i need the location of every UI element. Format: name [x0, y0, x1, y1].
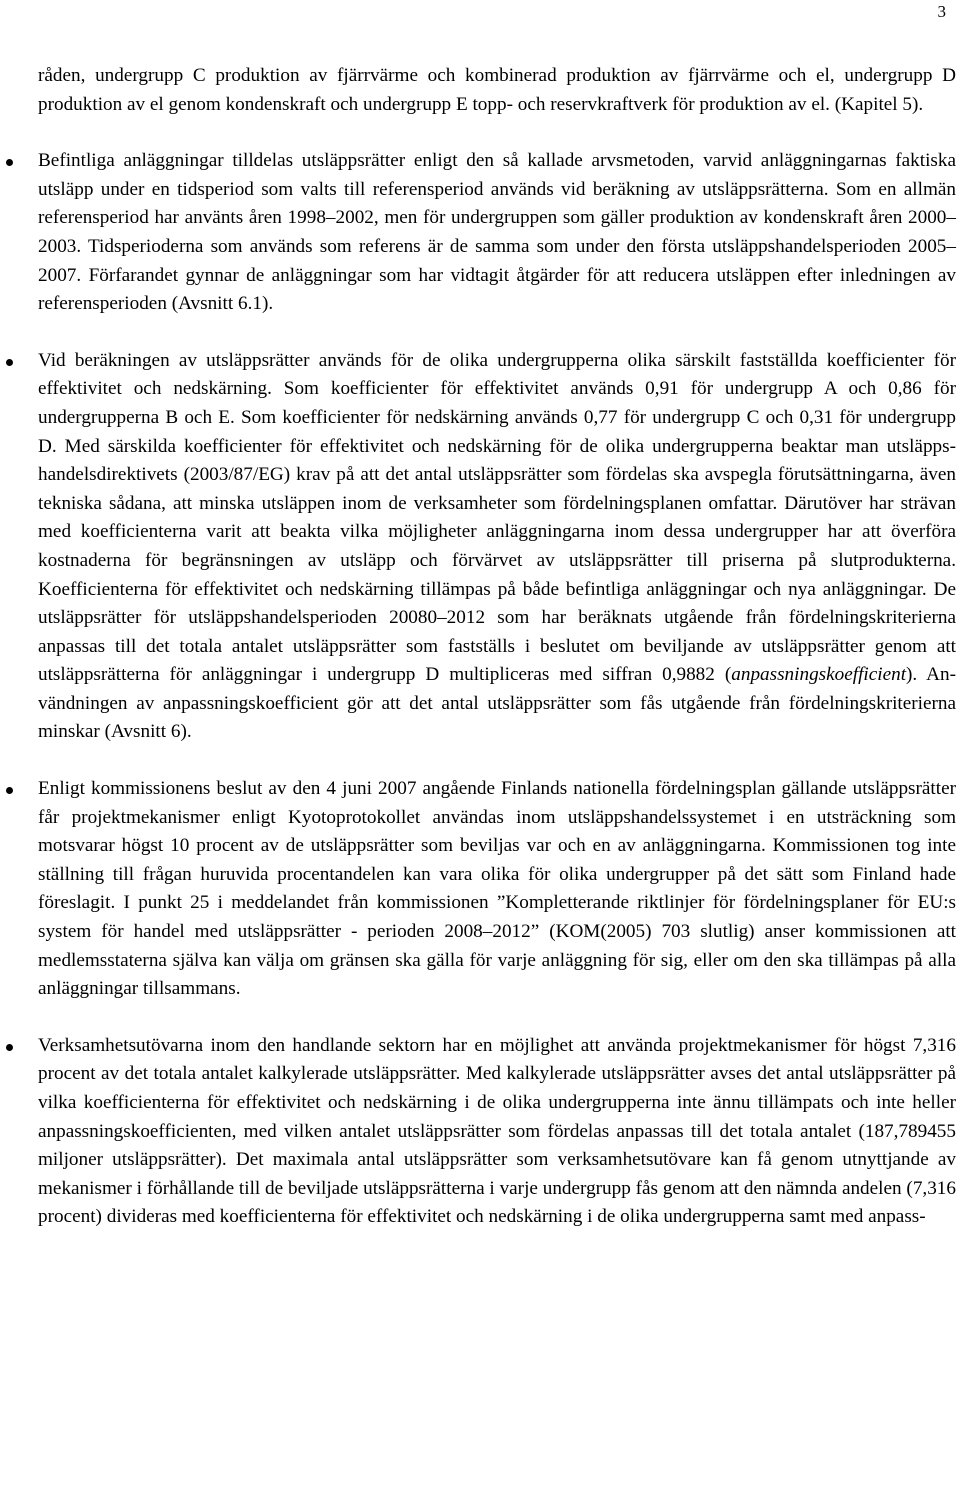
bullet-icon	[6, 359, 13, 366]
bullet-item-coefficients	[38, 347, 956, 747]
bullet-text: Befintliga anläggningar tilldelas utsläppsrätter enligt den så kallade arvsmetoden, varvid anläggningarnas faktiska utsläpp under en tidsperiod som valts till referensperiod används vid beräkning av utsläppsrätterna. Som en allmän referensperiod har använts åren 1998–2002, men för undergruppen som gäller produktion av kondenskraft åren 2000–2003. Tidsperioderna som används som referens är de samma som under den första utsläppshandelsperioden 2005–2007. Förfarandet gynnar de anläggningar som har vidtagit åtgärder för att reducera utsläppen efter inledningen av referensperioden (Avsnitt 6.1).	[38, 150, 956, 315]
document-body	[38, 62, 956, 1232]
bullet-text	[38, 347, 956, 747]
bullet-icon	[6, 159, 13, 166]
bullet-item-allocation-method	[38, 147, 956, 319]
emphasized-term: anpassningskoefficient	[731, 664, 907, 686]
bullet-item-commission-decision	[38, 775, 956, 1004]
intro-paragraph: råden, undergrupp C produktion av fjärrvärme och kombinerad produktion av fjärrvärme och el, undergrupp D produktion av el genom kondenskraft och undergrupp E topp- och reservkraftverk för produktion av el. (Kapitel 5).	[38, 65, 956, 115]
bullet-text: Enligt kommissionens beslut av den 4 juni 2007 angående Finlands nationella fördelningsplan gällande utsläppsrätter får projektmekanismer enligt Kyotoprotokollet användas inom utsläppshandelssystemet i en utsträckning som motsvarar högst 10 procent av de utsläppsrätter som beviljas var och en av anläggningarna. Kommissionen tog inte ställning till frågan huruvida procentandelen kan vara olika för olika undergrupper på det sätt som Finland hade föreslagit. I punkt 25 i meddelandet från kommissionen ”Kompletterande riktlinjer för fördelningsplaner för EU:s system för handel med utsläppsrätter - perioden 2008–2012” (KOM(2005) 703 slutlig) anser kommissionen att medlemsstaterna själva kan välja om gränsen ska gälla för varje anläggning för sig, eller om den ska tillämpas på alla anläggningar tillsammans.	[38, 778, 956, 1000]
bullet-item-project-mechanisms	[38, 1032, 956, 1232]
bullet-text: Verksamhetsutövarna inom den handlande sektorn har en möjlighet att använda projektmekanismer för högst 7,316 procent av det totala antalet kalkylerade utsläppsrätter. Med kalkylerade utsläppsrätter avses det antal utsläppsrätter på vilka koefficienterna för effektivitet och nedskärning i de olika undergrupperna inte ännu tillämpats och inte heller anpassningskoefficienten, med vilken antalet utsläppsrätter som fördelas anpassas till det totala antalet (187,789455 miljoner utsläppsrätter). Det maximala antal utsläppsrätter som verksamhetsutövare kan få genom utnyttjande av mekanismer i förhållande till de beviljade utsläppsrätterna i varje undergrupp fås genom att den nämnda andelen (7,316 procent) divideras med koefficienterna för effektivitet och nedskärning i de olika undergrupperna samt med anpass-	[38, 1034, 956, 1228]
bullet-text-part: ). Användningen av anpassningskoefficient gör att det antal utsläppsrätter som fås utgående från fördelningskriterierna minskar (Avsnitt 6).	[38, 664, 956, 743]
page-number: 3	[937, 2, 946, 21]
bullet-icon	[6, 1044, 13, 1051]
bullet-text-part: Vid beräkningen av utsläppsrätter används för de olika undergrupperna olika särskilt fastställda koefficienter för effektivitet och nedskärning. Som koefficienter för effektivitet används 0,91 för undergrupp A och 0,86 för undergrupperna B och E. Som koefficienter för nedskärning används 0,77 för undergrupp C och 0,31 för undergrupp D. Med särskilda koefficienter för effektivitet och nedskärning för de olika undergrupperna beaktar man utsläppshandelsdirektivets (2003/87/EG) krav på att det antal utsläppsrätter som fördelas ska avspegla förutsättningarna, även tekniska sådana, att minska utsläppen inom de verksamheter som fördelningsplanen omfattar. Därutöver har strävan med koefficienterna varit att beakta vilka möjligheter anläggningarna inom dessa undergrupper har att överföra kostnaderna för begränsningen av utsläpp och förvärvet av utsläppsrätter till priserna på slutprodukterna. Koefficienterna för effektivitet och nedskärning tillämpas på både befintliga anläggningar och nya anläggningar. De utsläppsrätter för utsläppshandelsperioden 20080–2012 som har beräknats utgående från fördelningskriterierna anpassas till det totala antalet utsläppsrätter som fastställs i beslutet om beviljande av utsläppsrätter genom att utsläppsrätterna för anläggningar i undergrupp D multipliceras med siffran 0,9882 (	[38, 349, 956, 686]
bullet-icon	[6, 787, 13, 794]
